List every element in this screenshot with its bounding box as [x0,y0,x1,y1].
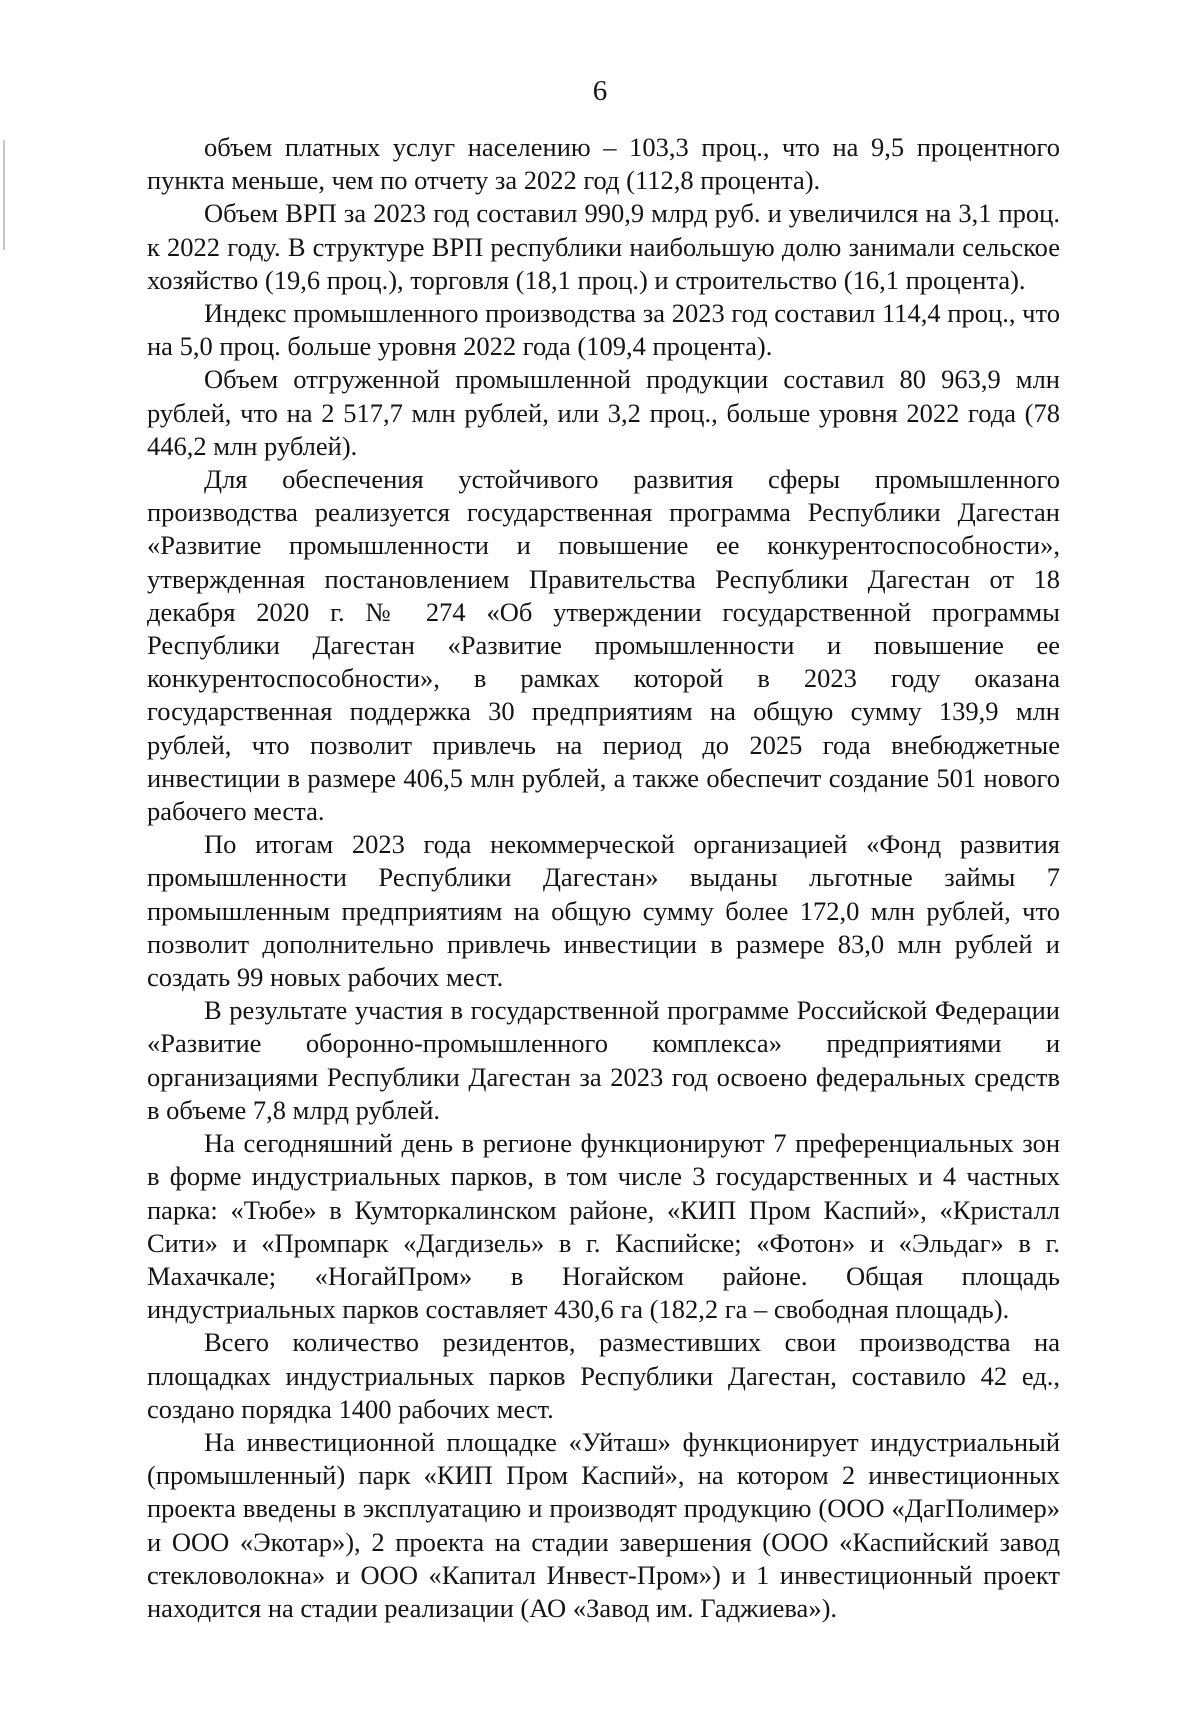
paragraph-development-fund: По итогам 2023 года некоммерческой организацией «Фонд развития промышленности Республики Дагестан» выданы льготные займы 7 промышленным предприятиям на общую сумму более 172,0 млн рублей, что позволит дополнительно привлечь инвестиции в размере 83,0 млн рублей и создать 99 новых рабочих мест. [147,829,1060,993]
paragraph-shipped-products: Объем отгруженной промышленной продукции составил 80 963,9 млн рублей, что на 2 517,7 млн рублей, или 3,2 проц., больше уровня 2022 года (78 446,2 млн рублей). [147,364,1060,461]
paragraph-grp-volume: Объем ВРП за 2023 год составил 990,9 млрд руб. и увеличился на 3,1 проц. к 2022 году. В структуре ВРП республики наибольшую долю занимали сельское хозяйство (19,6 проц.), торговля (18,1 проц.) и строительство (16,1 процента). [147,198,1060,295]
paragraph-state-program: Для обеспечения устойчивого развития сферы промышленного производства реализуется государственная программа Республики Дагестан «Развитие промышленности и повышение ее конкурентоспособности», утвержденная постановлением Правительства Республики Дагестан от 18 декабря 2020 г. № 274 «Об утверждении государственной программы Республики Дагестан «Развитие промышленности и повышение ее конкурентоспособности», в рамках которой в 2023 году оказана государственная поддержка 30 предприятиям на общую сумму 139,9 млн рублей, что позволит привлечь на период до 2025 года внебюджетные инвестиции в размере 406,5 млн рублей, а также обеспечит создание 501 нового рабочего места. [147,464,1060,827]
paragraph-residents: Всего количество резидентов, разместивших свои производства на площадках индустриальных парков Республики Дагестан, составило 42 ед., создано порядка 1400 рабочих мест. [147,1327,1060,1424]
scan-edge-mark [3,140,5,250]
paragraph-paid-services: объем платных услуг населению – 103,3 проц., что на 9,5 процентного пункта меньше, чем по отчету за 2022 год (112,8 процента). [147,132,1060,196]
paragraph-defense-industry: В результате участия в государственной программе Российской Федерации «Развитие оборонно-промышленного комплекса» предприятиями и организациями Республики Дагестан за 2023 год освоено федеральных средств в объеме 7,8 млрд рублей. [147,995,1060,1125]
paragraph-industrial-parks: На сегодняшний день в регионе функционируют 7 преференциальных зон в форме индустриальных парков, в том числе 3 государственных и 4 частных парка: «Тюбе» в Кумторкалинском районе, «КИП Пром Каспий», «Кристалл Сити» и «Промпарк «Дагдизель» в г. Каспийске; «Фотон» и «Эльдаг» в г. Махачкале; «НогайПром» в Ногайском районе. Общая площадь индустриальных парков составляет 430,6 га (182,2 га – свободная площадь). [147,1128,1060,1325]
paragraph-industrial-index: Индекс промышленного производства за 2023 год составил 114,4 проц., что на 5,0 проц. больше уровня 2022 года (109,4 процента). [147,298,1060,362]
document-body [147,131,1060,1625]
page-number: 6 [592,75,608,107]
paragraph-uytash-site: На инвестиционной площадке «Уйташ» функционирует индустриальный (промышленный) парк «КИП Пром Каспий», на котором 2 инвестиционных проекта введены в эксплуатацию и производят продукцию (ООО «ДагПолимер» и ООО «Экотар»), 2 проекта на стадии завершения (ООО «Каспийский завод стекловолокна» и ООО «Капитал Инвест-Пром») и 1 инвестиционный проект находится на стадии реализации (АО «Завод им. Гаджиева»). [147,1426,1060,1623]
